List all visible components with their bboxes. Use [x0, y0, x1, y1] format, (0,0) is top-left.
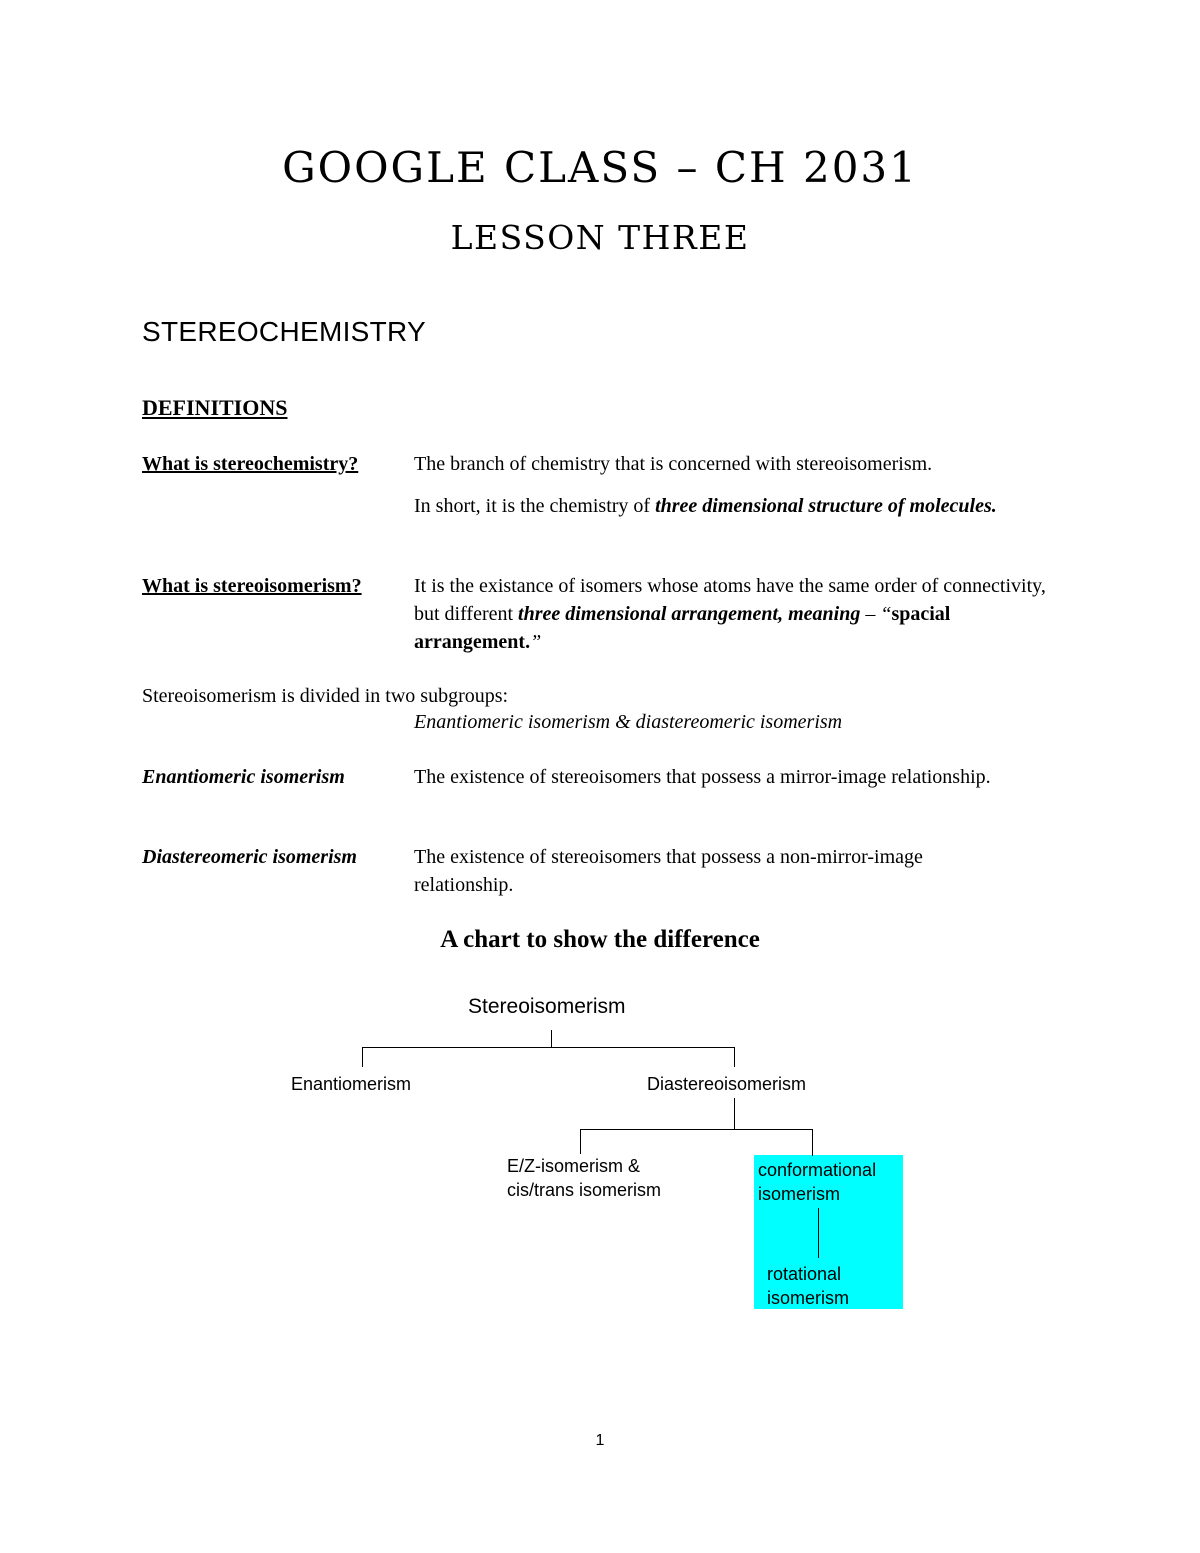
connector-root-bar	[362, 1047, 735, 1048]
tree-node-rotational-isomerism: isomerism	[767, 1288, 850, 1308]
definition-term-stereoisomerism: What is stereoisomerism?	[142, 575, 362, 597]
page-number: 1	[595, 1432, 605, 1449]
definitions-heading: DEFINITIONS	[142, 395, 288, 420]
definition-term-stereochemistry: What is stereochemistry?	[142, 453, 359, 475]
subgroups-intro: Stereoisomerism is divided in two subgroups:	[142, 685, 509, 707]
tree-node-cis-trans-isomerism: cis/trans isomerism	[507, 1180, 662, 1200]
connector-conf-rot	[818, 1208, 819, 1258]
connector-diastereo-stem	[734, 1098, 735, 1130]
connector-right-drop	[734, 1047, 735, 1067]
desc-dash: – “	[860, 603, 892, 625]
connector-diastereo-bar	[580, 1129, 813, 1130]
document-title: GOOGLE CLASS – CH 2031	[282, 143, 918, 192]
desc-plain: In short, it is the chemistry of	[414, 495, 656, 517]
desc-close-quote: ”	[530, 631, 542, 653]
tree-node-enantiomerism: Enantiomerism	[291, 1074, 412, 1094]
tree-node-ez-isomerism: E/Z-isomerism &	[507, 1156, 641, 1176]
definition-desc-stereoisomerism	[414, 572, 1054, 656]
desc-emphasis: three dimensional arrangement, meaning	[518, 603, 861, 625]
desc-bold: spacial arrangement.	[414, 603, 951, 653]
tree-node-stereoisomerism: Stereoisomerism	[468, 995, 626, 1018]
type-desc-enantiomeric: The existence of stereoisomers that possess a mirror-image relationship.	[414, 766, 991, 788]
definition-desc-stereochemistry-1: The branch of chemistry that is concerned with stereoisomerism.	[414, 453, 933, 475]
connector-root-stem	[551, 1030, 552, 1048]
lesson-subtitle: LESSON THREE	[450, 218, 750, 257]
type-desc-diastereomeric: The existence of stereoisomers that possess a non-mirror-image relationship.	[414, 846, 923, 896]
tree-node-diastereoisomerism: Diastereoisomerism	[647, 1074, 807, 1094]
definition-desc-stereochemistry-2	[414, 492, 1054, 520]
subgroups-list: Enantiomeric isomerism & diastereomeric isomerism	[414, 711, 843, 733]
section-title: STEREOCHEMISTRY	[142, 316, 427, 347]
chart-heading: A chart to show the difference	[440, 926, 760, 953]
connector-conf-drop	[812, 1129, 813, 1156]
desc-plain: It is the existance of isomers whose atoms have the same order of connectivity, but different	[414, 575, 1046, 625]
tree-node-conformational-isomerism: isomerism	[758, 1184, 841, 1204]
desc-emphasis: three dimensional structure of molecules.	[655, 495, 997, 517]
connector-left-drop	[362, 1047, 363, 1067]
tree-node-conformational: conformational	[758, 1160, 877, 1180]
tree-node-rotational: rotational	[767, 1264, 842, 1284]
connector-ez-drop	[580, 1129, 581, 1154]
type-term-diastereomeric: Diastereomeric isomerism	[142, 846, 357, 868]
type-term-enantiomeric: Enantiomeric isomerism	[142, 766, 345, 788]
